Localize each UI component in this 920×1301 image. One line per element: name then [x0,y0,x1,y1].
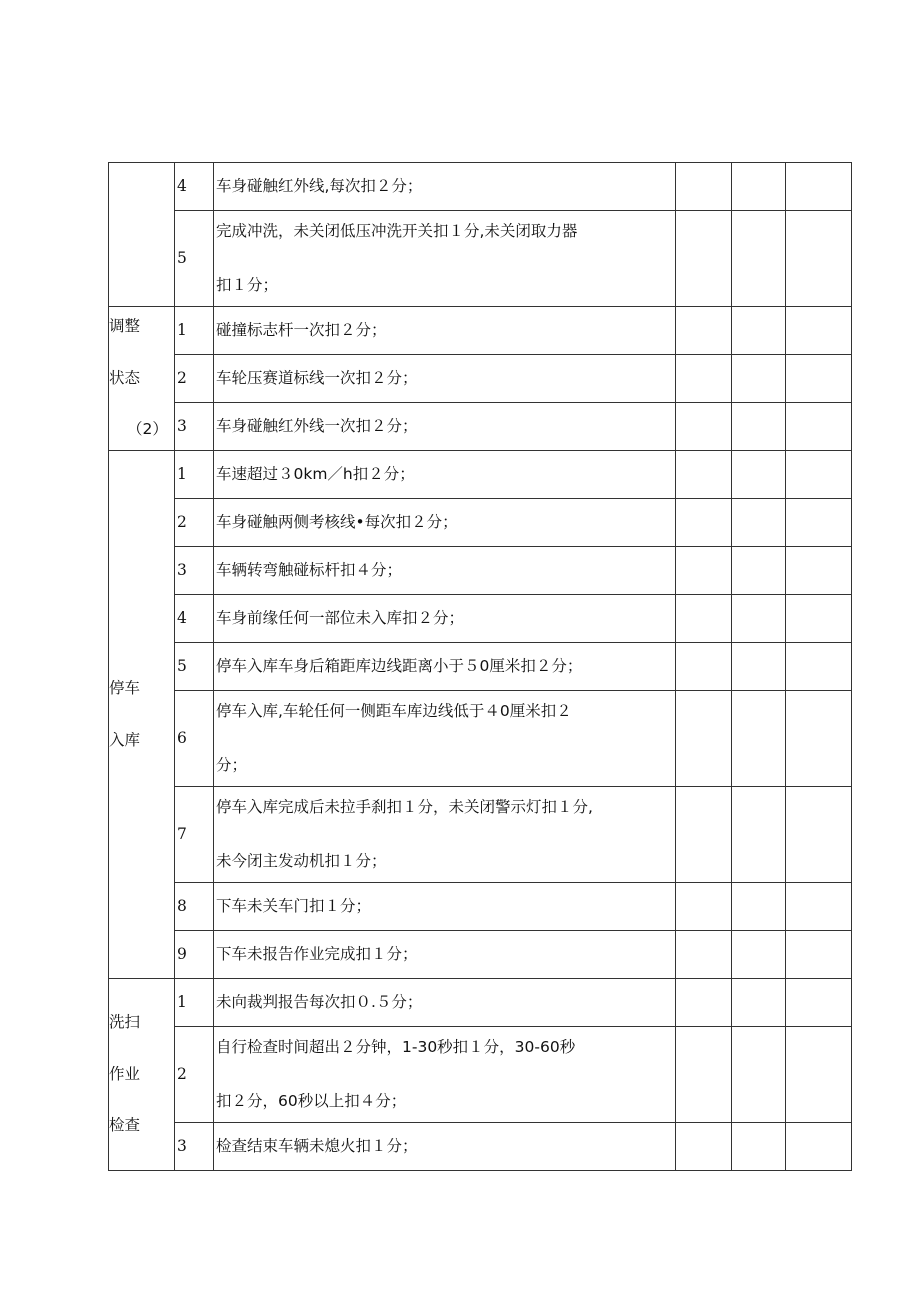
table-row [109,403,852,451]
table-row [109,883,852,931]
score-cell [732,1123,786,1171]
item-description: 停车入库车身后箱距库边线距离小于５0厘米扣２分； [214,643,676,691]
item-description: 下车未报告作业完成扣１分； [214,931,676,979]
score-cell [676,883,732,931]
item-number: 8 [175,883,214,931]
table-row [109,979,852,1027]
table-row [109,307,852,355]
category-cell-sweep-check: 洗扫 作业 检查 [109,979,175,1171]
score-cell [732,979,786,1027]
item-number: 5 [175,211,214,307]
score-cell [676,499,732,547]
item-description: 停车入库,车轮任何一侧距车库边线低于４0厘米扣２ 分； [214,691,676,787]
score-cell [786,1027,852,1123]
item-number: 6 [175,691,214,787]
score-cell [732,163,786,211]
item-description: 完成冲洗，未关闭低压冲洗开关扣１分,未关闭取力器 扣１分； [214,211,676,307]
score-cell [676,595,732,643]
score-cell [676,691,732,787]
score-cell [676,643,732,691]
item-description: 停车入库完成后未拉手刹扣１分，未关闭警示灯扣１分, 未今闭主发动机扣１分； [214,787,676,883]
score-cell [786,883,852,931]
score-cell [676,547,732,595]
item-description: 车身碰触红外线一次扣２分； [214,403,676,451]
scoring-table [108,162,852,1171]
score-cell [676,1123,732,1171]
score-cell [732,595,786,643]
item-description: 未向裁判报告每次扣０.５分； [214,979,676,1027]
table-row [109,355,852,403]
score-cell [786,163,852,211]
score-cell [786,595,852,643]
category-cell-empty [109,163,175,307]
item-description: 车速超过３0km／h扣２分； [214,451,676,499]
score-cell [732,931,786,979]
score-cell [786,931,852,979]
table-row [109,643,852,691]
score-cell [732,787,786,883]
score-cell [732,403,786,451]
item-number: 5 [175,643,214,691]
item-number: 2 [175,1027,214,1123]
score-cell [676,979,732,1027]
table-row [109,787,852,883]
score-cell [786,1123,852,1171]
item-number: 9 [175,931,214,979]
item-number: 7 [175,787,214,883]
item-description: 碰撞标志杆一次扣２分； [214,307,676,355]
table-row [109,451,852,499]
table-row [109,1123,852,1171]
score-cell [786,499,852,547]
score-cell [786,355,852,403]
item-number: 2 [175,355,214,403]
item-number: 1 [175,307,214,355]
score-cell [732,307,786,355]
score-cell [732,451,786,499]
score-cell [732,211,786,307]
score-cell [676,1027,732,1123]
table-row [109,595,852,643]
score-cell [732,691,786,787]
item-number: 1 [175,979,214,1027]
item-description: 自行检查时间超出２分钟，1-30秒扣１分，30-60秒 扣２分，60秒以上扣４分； [214,1027,676,1123]
table-row [109,691,852,787]
score-cell [676,403,732,451]
table-row [109,931,852,979]
item-description: 车身碰触红外线,每次扣２分； [214,163,676,211]
score-cell [676,163,732,211]
score-cell [786,307,852,355]
table-row [109,163,852,211]
score-cell [676,355,732,403]
score-cell [732,547,786,595]
score-cell [786,691,852,787]
item-description: 车辆转弯触碰标杆扣４分； [214,547,676,595]
score-cell [732,499,786,547]
score-cell [676,787,732,883]
item-number: 3 [175,547,214,595]
category-cell-adjust-state: 调整 状态 （2） [109,307,175,451]
score-cell [786,211,852,307]
category-cell-parking: 停车 入库 [109,451,175,979]
score-cell [676,931,732,979]
item-description: 车身前缘任何一部位未入库扣２分； [214,595,676,643]
score-cell [732,1027,786,1123]
item-number: 4 [175,595,214,643]
score-cell [676,451,732,499]
score-cell [786,547,852,595]
item-description: 下车未关车门扣１分； [214,883,676,931]
item-number: 3 [175,403,214,451]
item-number: 1 [175,451,214,499]
item-description: 检查结束车辆未熄火扣１分； [214,1123,676,1171]
table-row [109,211,852,307]
table-row [109,547,852,595]
score-cell [786,403,852,451]
score-cell [676,307,732,355]
item-number: 4 [175,163,214,211]
table-row [109,499,852,547]
score-cell [732,883,786,931]
score-cell [676,211,732,307]
table-row [109,1027,852,1123]
score-cell [732,643,786,691]
item-number: 2 [175,499,214,547]
score-cell [786,979,852,1027]
score-cell [732,355,786,403]
score-cell [786,643,852,691]
score-cell [786,451,852,499]
item-description: 车轮压赛道标线一次扣２分； [214,355,676,403]
item-description: 车身碰触两侧考核线•每次扣２分； [214,499,676,547]
item-number: 3 [175,1123,214,1171]
score-cell [786,787,852,883]
